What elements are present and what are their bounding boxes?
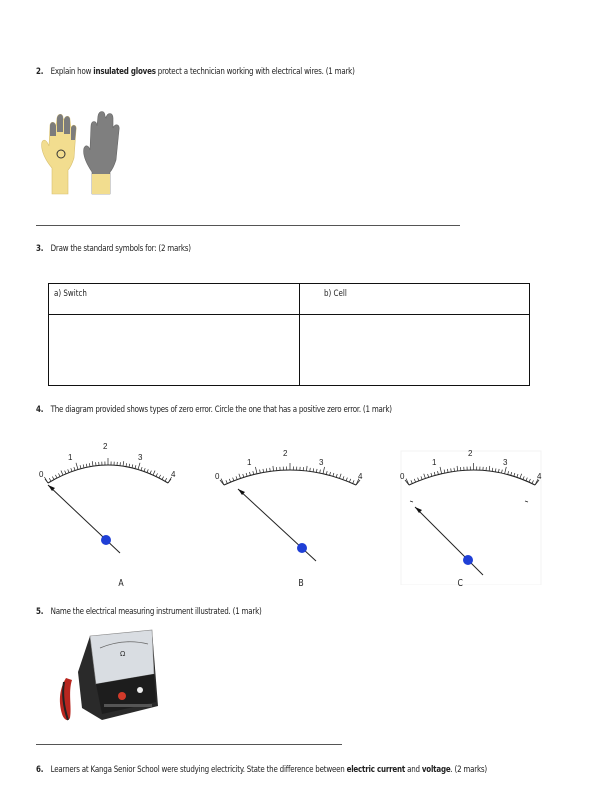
header-cell: b) Cell: [300, 284, 530, 315]
needle-pivot-icon: [101, 535, 111, 545]
svg-text:0: 0: [215, 472, 220, 481]
svg-text:2: 2: [283, 449, 288, 458]
svg-text:3: 3: [319, 458, 324, 467]
question-number: 3.: [36, 243, 44, 254]
answer-box-cell[interactable]: [300, 315, 530, 386]
bold-term: electric current: [346, 764, 406, 775]
svg-text:4: 4: [171, 470, 176, 479]
insulated-gloves-image: [36, 106, 142, 198]
svg-text:0: 0: [39, 470, 44, 479]
svg-text:2: 2: [103, 442, 108, 451]
svg-text:Ω: Ω: [120, 650, 126, 658]
svg-text:2: 2: [468, 449, 473, 458]
question-number: 6.: [36, 764, 44, 775]
bold-term: voltage: [421, 764, 451, 775]
gauge-b[interactable]: [210, 445, 370, 575]
question-2: 2. Explain how insulated gloves protect a technician working with electrical wires. (1 mark): [36, 66, 355, 77]
question-5: 5. Name the electrical measuring instrument illustrated. (1 mark): [36, 606, 262, 617]
svg-text:1: 1: [247, 458, 252, 467]
svg-text:4: 4: [537, 472, 542, 481]
question-6: 6. Learners at Kanga Senior School were studying electricity. State the difference between electric current and voltage. (2 marks): [36, 764, 487, 775]
answer-box-switch[interactable]: [49, 315, 300, 386]
answer-line[interactable]: [36, 225, 460, 226]
svg-text:3: 3: [503, 458, 508, 467]
needle-pivot-icon: [463, 555, 473, 565]
gauge-label-b: B: [298, 578, 304, 589]
gauge-label-a: A: [118, 578, 124, 589]
gauge-label-c: C: [457, 578, 463, 589]
needle-pivot-icon: [297, 543, 307, 553]
ohmmeter-image: [56, 628, 160, 728]
svg-text:1: 1: [432, 458, 437, 467]
question-number: 2.: [36, 66, 44, 77]
svg-text:0: 0: [400, 472, 405, 481]
header-switch: a) Switch: [49, 284, 300, 315]
svg-text:4: 4: [358, 472, 363, 481]
svg-text:1: 1: [68, 453, 73, 462]
symbols-table: [48, 283, 530, 386]
gauge-a[interactable]: [30, 435, 190, 565]
question-number: 5.: [36, 606, 44, 617]
gauge-c[interactable]: [395, 445, 555, 585]
question-number: 4.: [36, 404, 44, 415]
svg-text:3: 3: [138, 453, 143, 462]
bold-term: insulated gloves: [93, 66, 156, 77]
answer-line[interactable]: [36, 744, 342, 745]
question-4: 4. The diagram provided shows types of zero error. Circle the one that has a positive zero error. (1 mark): [36, 404, 392, 415]
question-3: 3. Draw the standard symbols for: (2 marks): [36, 243, 191, 254]
